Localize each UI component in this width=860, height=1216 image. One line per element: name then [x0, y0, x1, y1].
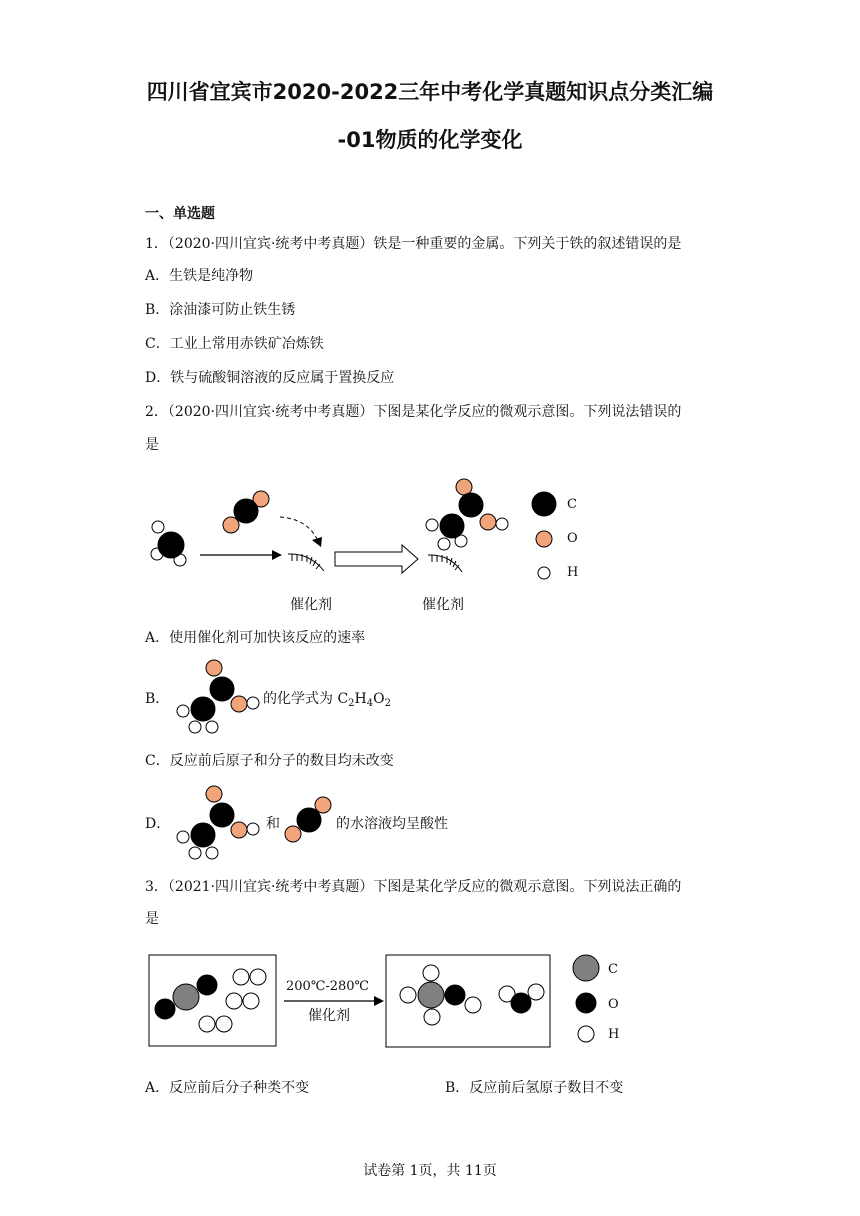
- acetic-acid-molecule: [426, 479, 508, 550]
- reaction-arrow-head: [272, 550, 282, 560]
- q3-catalyst-label: 催化剂: [308, 1008, 350, 1024]
- q2-legend: [532, 492, 556, 579]
- q3-reaction-diagram: [145, 950, 635, 1050]
- page-footer: 试卷第 1页，共 11页: [363, 1163, 497, 1179]
- q2-reaction-diagram: [140, 475, 600, 620]
- q1-option-c: C．工业上常用赤铁矿冶炼铁: [145, 336, 324, 352]
- q3-legend-c: C: [608, 962, 618, 977]
- q2-option-b-label: B．: [145, 691, 170, 707]
- methane-molecule: [151, 521, 186, 566]
- q3-option-a: A．反应前后分子种类不变: [145, 1080, 310, 1096]
- q3-stem-line1: 3．（2021·四川宜宾·统考中考真题）下图是某化学反应的微观示意图。下列说法正确的: [145, 879, 682, 895]
- hollow-arrow: [335, 545, 418, 573]
- q2-legend-h: H: [567, 565, 579, 580]
- q3-legend-h: H: [608, 1027, 620, 1042]
- q2-catalyst-label-1: 催化剂: [290, 597, 332, 613]
- q2-option-d-molecule-2: [282, 795, 334, 845]
- q2-stem-line1: 2．（2020·四川宜宾·统考中考真题）下图是某化学反应的微观示意图。下列说法错误的: [145, 404, 682, 420]
- q3-legend: [573, 955, 599, 1042]
- catalyst-surface-1: [288, 554, 324, 571]
- q1-stem: 1．（2020·四川宜宾·统考中考真题）铁是一种重要的金属。下列关于铁的叙述错误的是: [145, 236, 682, 252]
- q2-stem-line2: 是: [145, 437, 159, 453]
- formula-o: O: [373, 691, 385, 707]
- dashed-arrow-head: [312, 537, 322, 547]
- q2-option-d-and: 和: [266, 816, 280, 832]
- q2-option-c: C．反应前后原子和分子的数目均未改变: [145, 753, 394, 769]
- q2-option-a: A．使用催化剂可加快该反应的速率: [145, 630, 366, 646]
- q2-option-d-text: 的水溶液均呈酸性: [336, 816, 448, 832]
- q2-option-b-text: [263, 688, 391, 709]
- dashed-arrow: [280, 517, 318, 541]
- title-line-1: 四川省宜宾市2020-2022三年中考化学真题知识点分类汇编: [146, 80, 714, 104]
- q2-option-d-label: D．: [145, 816, 171, 832]
- q2-catalyst-label-2: 催化剂: [422, 597, 464, 613]
- q3-temperature: 200℃-280℃: [286, 979, 370, 994]
- title-line-2: -01物质的化学变化: [337, 128, 523, 152]
- q3-stem-line2: 是: [145, 911, 159, 927]
- q2-option-d-molecule-1: [172, 782, 262, 862]
- catalyst-surface-2: [428, 555, 462, 572]
- q1-option-d: D．铁与硫酸铜溶液的反应属于置换反应: [145, 370, 395, 386]
- q3-reaction-arrow-head: [374, 996, 384, 1006]
- formula-sub-2: 4: [366, 698, 374, 709]
- section-heading: 一、单选题: [145, 206, 215, 222]
- q1-option-b: B．涂油漆可防止铁生锈: [145, 302, 296, 318]
- formula-sub-1: 2: [348, 698, 355, 709]
- carbon-dioxide-molecule: [223, 491, 269, 533]
- q2-option-b-text-pre: 的化学式为 C: [263, 691, 349, 707]
- q2-legend-c: C: [567, 497, 577, 512]
- formula-sub-3: 2: [384, 698, 391, 709]
- q2-legend-o: O: [567, 531, 578, 546]
- q3-option-b: B．反应前后氢原子数目不变: [445, 1080, 624, 1096]
- formula-h: H: [354, 691, 367, 707]
- q1-option-a: A．生铁是纯净物: [145, 268, 254, 284]
- q2-option-b-molecule: [172, 656, 262, 736]
- q3-legend-o: O: [608, 997, 619, 1012]
